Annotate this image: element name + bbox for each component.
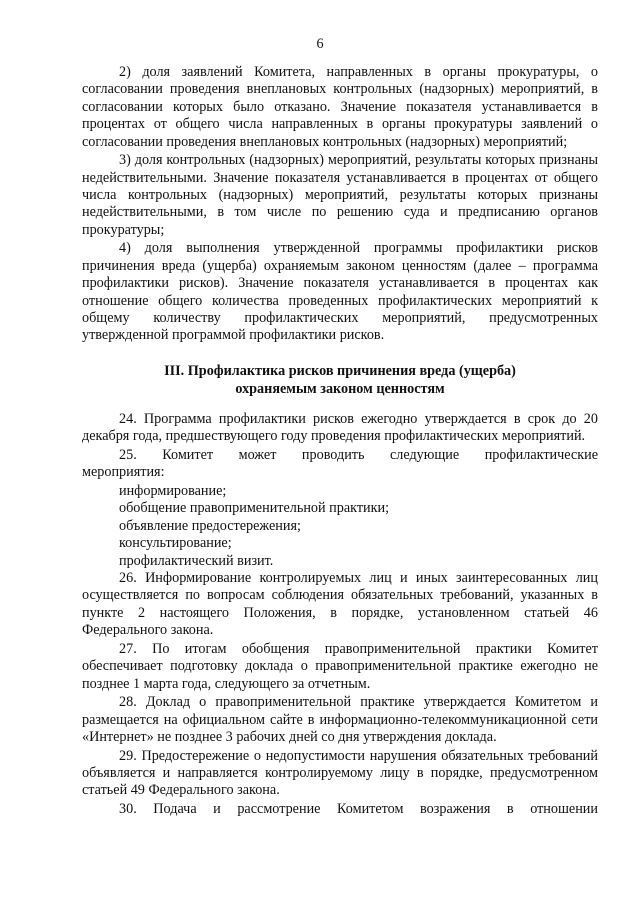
section-heading-line-2: охраняемым законом ценностям xyxy=(235,380,445,397)
section-heading-line-1: III. Профилактика рисков причинения вреда (ущерба) xyxy=(164,362,516,379)
paragraph-indicator-2: 2) доля заявлений Комитета, направленных в органы прокуратуры, о согласовании проведения внеплановых контрольных (надзорных) мероприятий, в согласовании которых было отказано. Значение показателя устанавливается в процентах от общего числа направленных в органы прокуратуры заявлений о согласовании проведения внеплановых контрольных (надзорных) мероприятий; xyxy=(82,64,598,150)
paragraph-indicator-3: 3) доля контрольных (надзорных) мероприятий, результаты которых признаны недействительными. Значение показателя устанавливается в процентах от общего числа контрольных (надзорных) мероприятий, результаты которых признаны недействительными, в том числе по решению суда и предписанию органов прокуратуры; xyxy=(82,152,598,238)
paragraph-24: 24. Программа профилактики рисков ежегодно утверждается в срок до 20 декабря года, предшествующего году проведения профилактических мероприятий. xyxy=(82,410,598,445)
paragraph-28: 28. Доклад о правоприменительной практике утверждается Комитетом и размещается на официальном сайте в информационно-телекоммуникационной сети «Интернет» не позднее 3 рабочих дней со дня утверждения доклада. xyxy=(82,694,598,745)
measure-item: объявление предостережения; xyxy=(119,517,301,534)
measure-item: консультирование; xyxy=(119,535,232,552)
section-heading xyxy=(82,362,598,398)
document-body xyxy=(82,64,598,820)
measure-item: профилактический визит. xyxy=(119,552,274,569)
paragraph-26: 26. Информирование контролируемых лиц и иных заинтересованных лиц осуществляется по вопросам соблюдения обязательных требований, указанных в пункте 2 настоящего Положения, в порядке, установленном статьей 46 Федерального закона. xyxy=(82,569,598,639)
page-number: 6 xyxy=(316,36,324,52)
paragraph-29: 29. Предостережение о недопустимости нарушения обязательных требований объявляется и направляется контролируемому лицу в порядке, предусмотренном статьей 49 Федерального закона. xyxy=(82,747,598,799)
paragraph-25: 25. Комитет может проводить следующие профилактические мероприятия: xyxy=(82,446,598,481)
paragraph-indicator-4: 4) доля выполнения утвержденной программы профилактики рисков причинения вреда (ущерба) охраняемым законом ценностям (далее – программа профилактики рисков). Значение показателя устанавливается в процентах как отношение общего количества проведенных профилактических мероприятий к общему количеству профилактических мероприятий, предусмотренных утвержденной программой профилактики рисков. xyxy=(82,240,598,344)
paragraph-27: 27. По итогам обобщения правоприменительной практики Комитет обеспечивает подготовку доклада о правоприменительной практике ежегодно не позднее 1 марта года, следующего за отчетным. xyxy=(82,640,598,692)
measure-item: информирование; xyxy=(119,482,227,499)
paragraph-30: 30. Подача и рассмотрение Комитетом возражения в отношении xyxy=(119,800,598,817)
measure-item: обобщение правоприменительной практики; xyxy=(119,500,390,517)
